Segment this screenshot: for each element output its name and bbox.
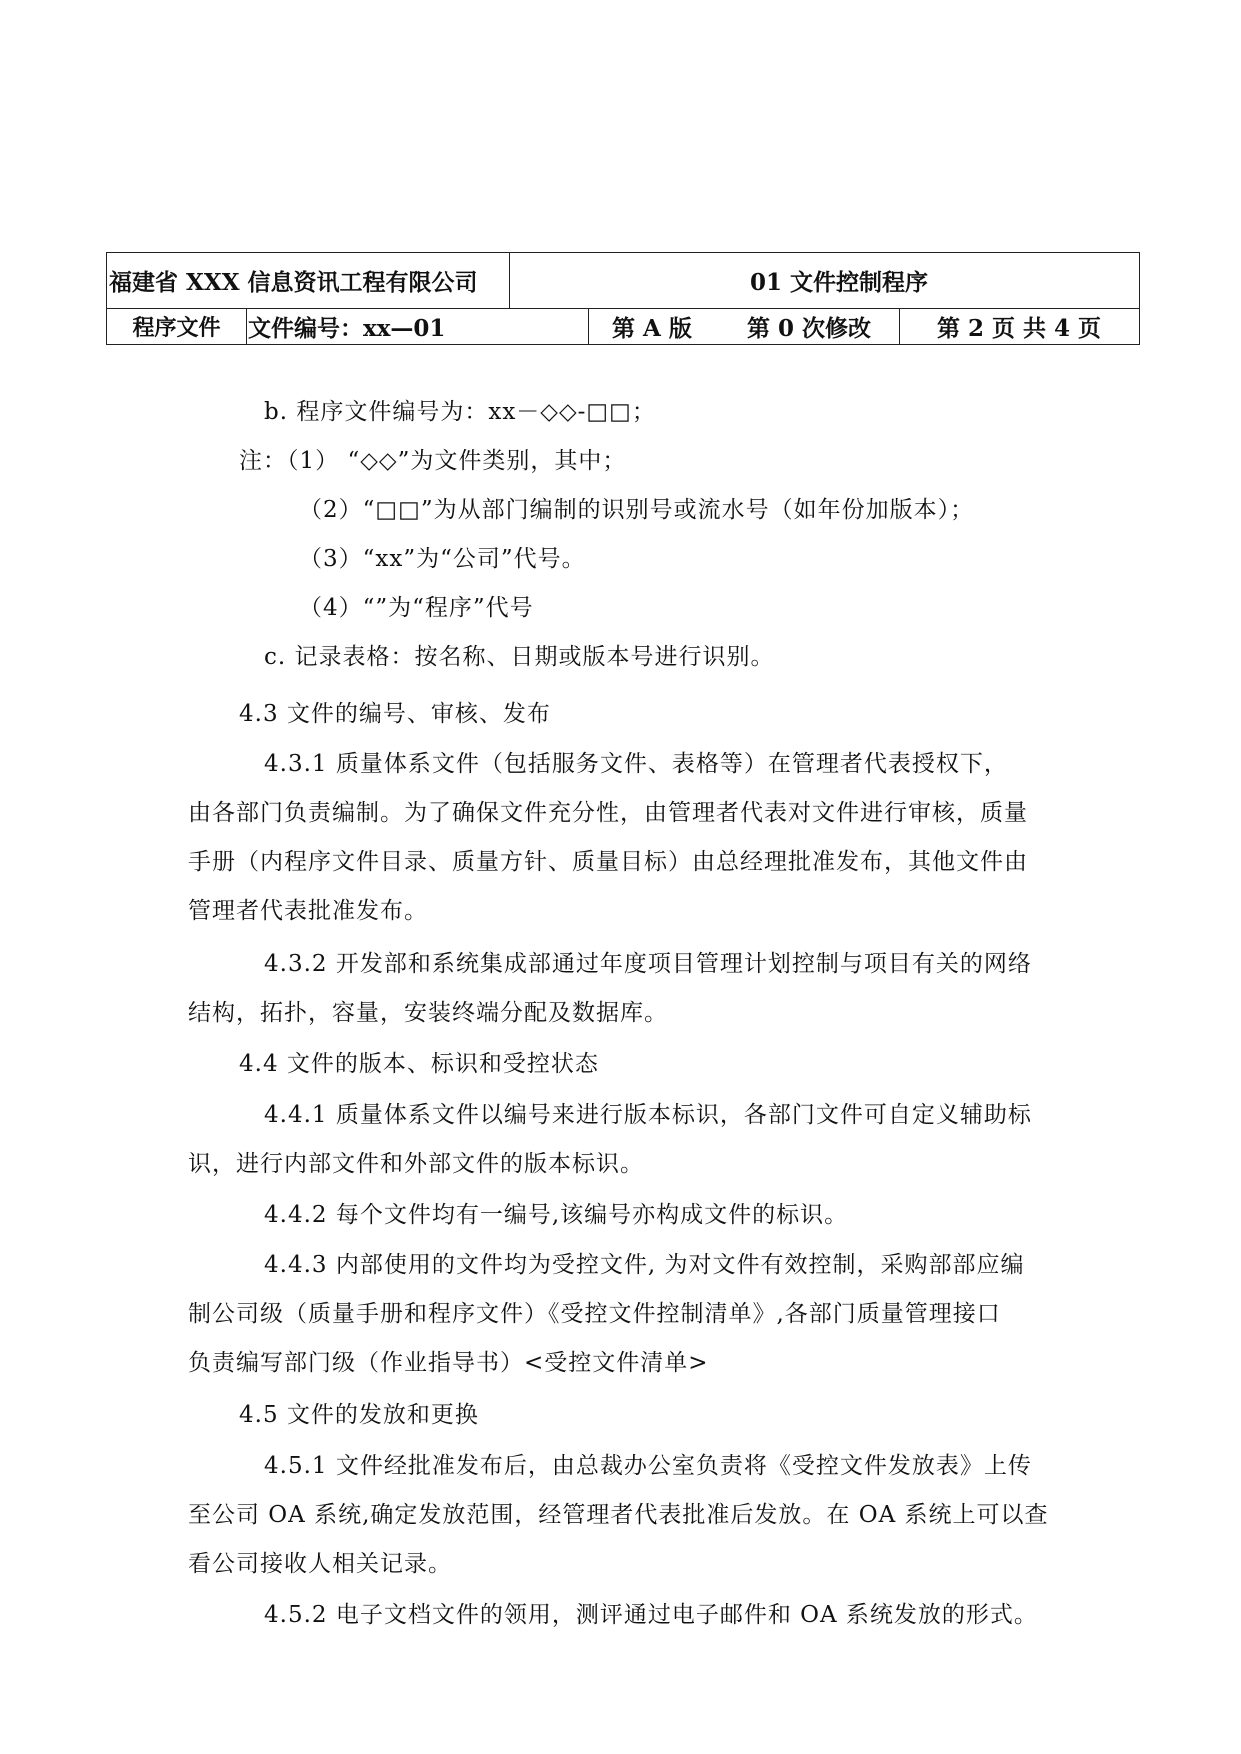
body-line: 制公司级（质量手册和程序文件）《受控文件控制清单》,各部门质量管理接口 (188, 1301, 1001, 1327)
document-title: 01 文件控制程序 (749, 269, 928, 296)
divider (246, 308, 247, 344)
section-heading: 4.5 文件的发放和更换 (239, 1402, 479, 1428)
body-line: 结构，拓扑，容量，安装终端分配及数据库。 (188, 1000, 668, 1026)
body-line: 识，进行内部文件和外部文件的版本标识。 (188, 1151, 644, 1177)
version: 第 A 版 (612, 314, 692, 342)
revision: 第 0 次修改 (747, 314, 872, 342)
divider (588, 308, 589, 344)
body-line: 负责编写部门级（作业指导书）<受控文件清单> (188, 1350, 709, 1376)
body-line: 手册（内程序文件目录、质量方针、质量目标）由总经理批准发布，其他文件由 (188, 849, 1028, 875)
body-line: 至公司 OA 系统,确定发放范围，经管理者代表批准后发放。在 OA 系统上可以查 (188, 1502, 1049, 1528)
body-line: 4.3.2 开发部和系统集成部通过年度项目管理计划控制与项目有关的网络 (264, 951, 1032, 977)
document-type: 程序文件 (132, 314, 221, 341)
body-line: b. 程序文件编号为：xx－◇◇-□□； (264, 399, 656, 425)
body-line: 管理者代表批准发布。 (188, 898, 428, 924)
body-line: 4.4.3 内部使用的文件均为受控文件, 为对文件有效控制，采购部部应编 (264, 1252, 1025, 1278)
header-row-2 (107, 308, 1139, 344)
body-line: 4.5.2 电子文档文件的领用，测评通过电子邮件和 OA 系统发放的形式。 (264, 1602, 1038, 1628)
body-line: 4.4.1 质量体系文件以编号来进行版本标识，各部门文件可自定义辅助标 (264, 1102, 1032, 1128)
header-row-1 (107, 253, 1139, 309)
body-line: 看公司接收人相关记录。 (188, 1551, 452, 1577)
section-heading: 4.3 文件的编号、审核、发布 (239, 701, 551, 727)
body-line: 4.5.1 文件经批准发布后，由总裁办公室负责将《受控文件发放表》上传 (264, 1453, 1032, 1479)
page-info: 第 2 页 共 4 页 (936, 314, 1102, 342)
document-number: 文件编号：xx—01 (248, 314, 446, 342)
document-header-table (106, 252, 1140, 345)
body-line: 由各部门负责编制。为了确保文件充分性，由管理者代表对文件进行审核，质量 (188, 800, 1028, 826)
company-name: 福建省 XXX 信息资讯工程有限公司 (109, 269, 478, 296)
body-line: 4.4.2 每个文件均有一编号,该编号亦构成文件的标识。 (264, 1202, 849, 1228)
body-line: （2）“□□”为从部门编制的识别号或流水号（如年份加版本）； (299, 497, 975, 523)
body-line: 注：（1） “◇◇”为文件类别，其中； (239, 448, 627, 474)
body-line: 4.3.1 质量体系文件（包括服务文件、表格等）在管理者代表授权下， (264, 751, 1008, 777)
body-line: （3）“xx”为“公司”代号。 (299, 546, 586, 572)
body-line: c. 记录表格：按名称、日期或版本号进行识别。 (264, 644, 775, 670)
body-line: （4）“”为“程序”代号 (299, 595, 534, 621)
section-heading: 4.4 文件的版本、标识和受控状态 (239, 1051, 599, 1077)
